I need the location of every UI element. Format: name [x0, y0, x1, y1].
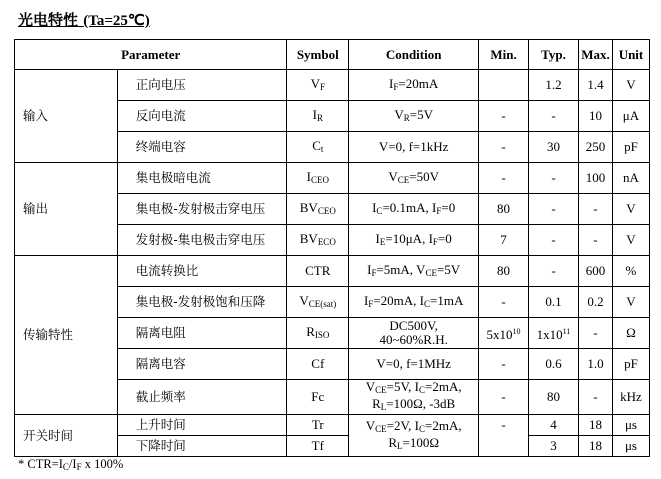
condition: $V_{CE}=5V$, $I_C=2mA$, $R_L=100\Omega$, -3dB	[349, 380, 479, 415]
param-name: 集电极-发射极击穿电压	[117, 194, 287, 225]
unit: V	[612, 225, 649, 256]
param-name: 集电极暗电流	[117, 163, 287, 194]
group-switching: 开关时间	[15, 415, 118, 457]
unit: V	[612, 70, 649, 101]
unit: pF	[612, 349, 649, 380]
unit: V	[612, 287, 649, 318]
group-output: 输出	[15, 163, 118, 256]
max-value: -	[578, 380, 612, 415]
typ-value: -	[529, 101, 579, 132]
min-value: -	[479, 349, 529, 380]
param-name: 下降时间	[117, 436, 287, 457]
symbol: $I_{CEO}$	[287, 163, 349, 194]
table-row	[15, 70, 650, 101]
param-name: 反向电流	[117, 101, 287, 132]
typ-value: -	[529, 163, 579, 194]
symbol: Tr	[287, 415, 349, 436]
param-name: 集电极-发射极饱和压降	[117, 287, 287, 318]
header-row	[15, 40, 650, 70]
min-value: 7	[479, 225, 529, 256]
typ-value: 0.1	[529, 287, 579, 318]
unit: nA	[612, 163, 649, 194]
min-value: -	[479, 380, 529, 415]
symbol: $BV_{ECO}$	[287, 225, 349, 256]
typ-value: 3	[529, 436, 579, 457]
symbol: $BV_{CEO}$	[287, 194, 349, 225]
typ-value: 30	[529, 132, 579, 163]
typ-value: 4	[529, 415, 579, 436]
param-name: 隔离电容	[117, 349, 287, 380]
unit: Ω	[612, 318, 649, 349]
typ-value: -	[529, 256, 579, 287]
max-value: 1.4	[578, 70, 612, 101]
unit: μA	[612, 101, 649, 132]
min-value: -	[479, 163, 529, 194]
title-cn: 光电特性	[18, 11, 79, 29]
unit: pF	[612, 132, 649, 163]
min-value: $5x10^{10}$	[479, 318, 529, 349]
max-value: -	[578, 318, 612, 349]
table-row	[15, 415, 650, 436]
min-value: -	[479, 101, 529, 132]
group-transfer: 传输特性	[15, 256, 118, 415]
page-title	[18, 9, 150, 30]
symbol: $R_{ISO}$	[287, 318, 349, 349]
typ-value: $1x10^{11}$	[529, 318, 579, 349]
condition: $V_R=5V$	[349, 101, 479, 132]
condition: V=0, f=1MHz	[349, 349, 479, 380]
param-name: 隔离电阻	[117, 318, 287, 349]
max-value: 10	[578, 101, 612, 132]
header-unit: Unit	[612, 40, 649, 70]
electro-optical-characteristics-table	[14, 39, 650, 457]
condition: $I_F=20mA$	[349, 70, 479, 101]
min-value: 80	[479, 256, 529, 287]
condition: $V_{CE}=2V$, $I_C=2mA$, $R_L=100\Omega$	[349, 415, 479, 457]
condition: DC500V, 40~60%R.H.	[349, 318, 479, 349]
max-value: 600	[578, 256, 612, 287]
header-typ: Typ.	[529, 40, 579, 70]
typ-value: 0.6	[529, 349, 579, 380]
unit: μs	[612, 415, 649, 436]
param-name: 截止频率	[117, 380, 287, 415]
header-symbol: Symbol	[287, 40, 349, 70]
symbol: Cf	[287, 349, 349, 380]
typ-value: 80	[529, 380, 579, 415]
group-input: 输入	[15, 70, 118, 163]
symbol: $C_t$	[287, 132, 349, 163]
unit: V	[612, 194, 649, 225]
max-value: -	[578, 194, 612, 225]
table-row	[15, 163, 650, 194]
unit: %	[612, 256, 649, 287]
symbol: CTR	[287, 256, 349, 287]
max-value: 250	[578, 132, 612, 163]
min-value: -	[479, 132, 529, 163]
param-name: 上升时间	[117, 415, 287, 436]
condition: $I_F=20mA$, $I_C=1mA$	[349, 287, 479, 318]
typ-value: -	[529, 225, 579, 256]
typ-value: 1.2	[529, 70, 579, 101]
header-max: Max.	[578, 40, 612, 70]
max-value: 1.0	[578, 349, 612, 380]
max-value: -	[578, 225, 612, 256]
typ-value: -	[529, 194, 579, 225]
footnote: * $CTR=I_C/I_F$ x 100%	[18, 457, 124, 472]
symbol: Tf	[287, 436, 349, 457]
symbol: $V_F$	[287, 70, 349, 101]
min-value: 80	[479, 194, 529, 225]
condition: $V_{CE}=50V$	[349, 163, 479, 194]
header-min: Min.	[479, 40, 529, 70]
symbol: Fc	[287, 380, 349, 415]
condition: $I_C=0.1mA$, $I_F=0$	[349, 194, 479, 225]
header-condition: Condition	[349, 40, 479, 70]
condition: $I_F=5mA$, $V_{CE}=5V$	[349, 256, 479, 287]
header-parameter: Parameter	[15, 40, 287, 70]
unit: kHz	[612, 380, 649, 415]
param-name: 正向电压	[117, 70, 287, 101]
max-value: 0.2	[578, 287, 612, 318]
min-value: -	[479, 287, 529, 318]
max-value: 18	[578, 436, 612, 457]
min-value	[479, 70, 529, 101]
title-condition: (Ta=25℃)	[83, 13, 150, 29]
param-name: 终端电容	[117, 132, 287, 163]
max-value: 18	[578, 415, 612, 436]
min-value: -	[479, 415, 529, 457]
symbol: $V_{CE(sat)}$	[287, 287, 349, 318]
symbol: $I_R$	[287, 101, 349, 132]
max-value: 100	[578, 163, 612, 194]
condition: $I_E=10\mu A$, $I_F=0$	[349, 225, 479, 256]
unit: μs	[612, 436, 649, 457]
param-name: 电流转换比	[117, 256, 287, 287]
param-name: 发射极-集电极击穿电压	[117, 225, 287, 256]
table-row	[15, 256, 650, 287]
condition: V=0, f=1kHz	[349, 132, 479, 163]
